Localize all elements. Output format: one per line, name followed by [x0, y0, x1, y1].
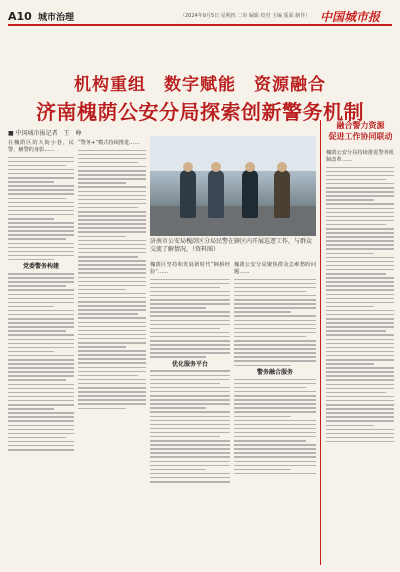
article-column-2 [78, 140, 146, 565]
edition-meta: （2024年9月5日 星期四 二审 编辑 校对 主编 版面 制作） [180, 13, 311, 19]
sidebar-title-top: 融合警力资源 [336, 120, 385, 130]
subhead-c: 警务融合服务 [256, 369, 293, 377]
page-number: A10 [8, 10, 32, 23]
article-column-3 [150, 262, 230, 565]
masthead-logo: 中国城市报 [320, 10, 381, 24]
header-divider [8, 24, 392, 26]
article-column-1 [8, 140, 74, 565]
column-lead-text: 在槐荫区的大街小巷，民警、辅警的身影…… [8, 140, 74, 153]
headline-main: 济南槐荫公安分局探索创新警务机制 [36, 100, 364, 124]
column-lead-text: 槐荫公安分局聚焦群众急难愁盼问题…… [234, 262, 316, 275]
section-name: 城市治理 [38, 13, 75, 23]
sidebar-lead-text: 槐荫公安分局持续推进警务机制改革…… [326, 150, 394, 163]
photo-caption: 济南市公安局槐荫区分局民警在辖区内开展巡逻工作，与群众交流了解情况。（资料图） [150, 238, 313, 253]
article-column-4 [234, 262, 316, 565]
column-lead-text: 槐荫区坚持和发展新时代“枫桥经验”…… [150, 262, 230, 275]
sidebar-body [326, 150, 394, 565]
subhead-b: 优化服务平台 [171, 360, 208, 368]
byline: ■ 中国城市报记者 王 峥 [8, 130, 82, 137]
headline-kicker: 机构重组 数字赋能 资源融合 [74, 75, 326, 95]
subhead-a: 党委警务构建 [22, 263, 59, 271]
page-header [0, 0, 400, 30]
sidebar-title-second: 促进工作协同联动 [328, 131, 393, 141]
column-lead-text: “警务+”模式持续推进…… [78, 140, 140, 146]
news-photo [150, 136, 316, 236]
